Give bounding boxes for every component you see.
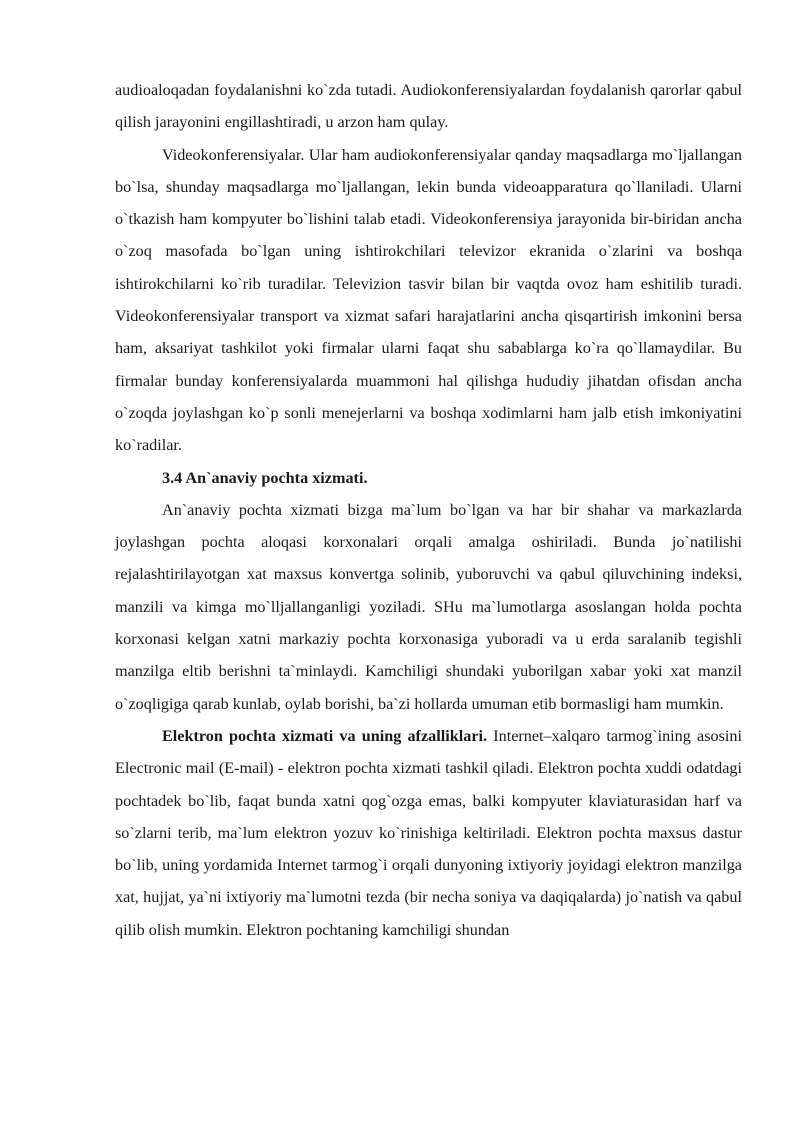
paragraph-email-service: [115, 720, 742, 946]
paragraph-videoconferences: Videokonferensiyalar. Ular ham audiokonferensiyalar qanday maqsadlarga mo`ljallangan bo`lsa, shunday maqsadlarga mo`ljallangan, lekin bunda videoapparatura qo`llaniladi. Ularni o`tkazish ham kompyuter bo`lishini talab etadi. Videokonferensiya jarayonida bir-biridan ancha o`zoq masofada bo`lgan uning ishtirokchilari televizor ekranida o`zlarini va boshqa ishtirokchilarni ko`rib turadilar. Televizion tasvir bilan bir vaqtda ovoz ham eshitilib turadi. Videokonferensiyalar transport va xizmat safari harajatlarini ancha qisqartirish imkonini bersa ham, aksariyat tashkilot yoki firmalar ularni faqat shu sabablarga ko`ra qo`llamaydilar. Bu firmalar bunday konferensiyalarda muammoni hal qilishga hududiy jihatdan ofisdan ancha o`zoqda joylashgan ko`p sonli menejerlarni va boshqa xodimlarni ham jalb etish imkoniyatini ko`radilar.: [115, 145, 742, 455]
paragraph-traditional-mail: An`anaviy pochta xizmati bizga ma`lum bo`lgan va har bir shahar va markazlarda joylashgan pochta aloqasi korxonalari orqali amalga oshiriladi. Bunda jo`natilishi rejalashtirilayotgan xat maxsus konvertga solinib, yuboruvchi va qabul qiluvchining indeksi, manzili va kimga mo`lljallanganligi yoziladi. SHu ma`lumotlarga asoslangan holda pochta korxonasi kelgan xatni markaziy pochta korxonasiga yuboradi va u erda saralanib tegishli manzilga eltib berishni ta`minlaydi. Kamchiligi shundaki yuborilgan xabar yoki xat manzil o`zoqligiga qarab kunlab, oylab borishi, ba`zi hollarda umuman etib bormasligi ham mumkin.: [115, 500, 742, 713]
email-service-body: Internet–xalqaro tarmog`ining asosini Electronic mail (E-mail) - elektron pochta xizmati tashkil qiladi. Elektron pochta xuddi odatdagi pochtadek bo`lib, faqat bunda xatni qog`ozga emas, balki kompyuter klaviaturasidan harf va so`zlarni terib, ma`lum elektron yozuv ko`rinishiga keltiriladi. Elektron pochta maxsus dastur bo`lib, uning yordamida Internet tarmog`i orqali dunyoning ixtiyoriy joyidagi elektron manzilga xat, hujjat, ya`ni ixtiyoriy ma`lumotni tezda (bir necha soniya va daqiqalarda) jo`natish va qabul qilib olish mumkin. Elektron pochtaning kamchiligi shundan: [115, 726, 742, 939]
email-service-bold-lead: Elektron pochta xizmati va uning afzalliklari.: [162, 726, 488, 745]
section-heading-traditional-mail: 3.4 An`anaviy pochta xizmati.: [162, 468, 368, 487]
document-page: [115, 74, 742, 946]
paragraph-audioconference-end: audioaloqadan foydalanishni ko`zda tutadi. Audiokonferensiyalardan foydalanish qarorlar qabul qilish jarayonini engillashtiradi, u arzon ham qulay.: [115, 81, 742, 132]
